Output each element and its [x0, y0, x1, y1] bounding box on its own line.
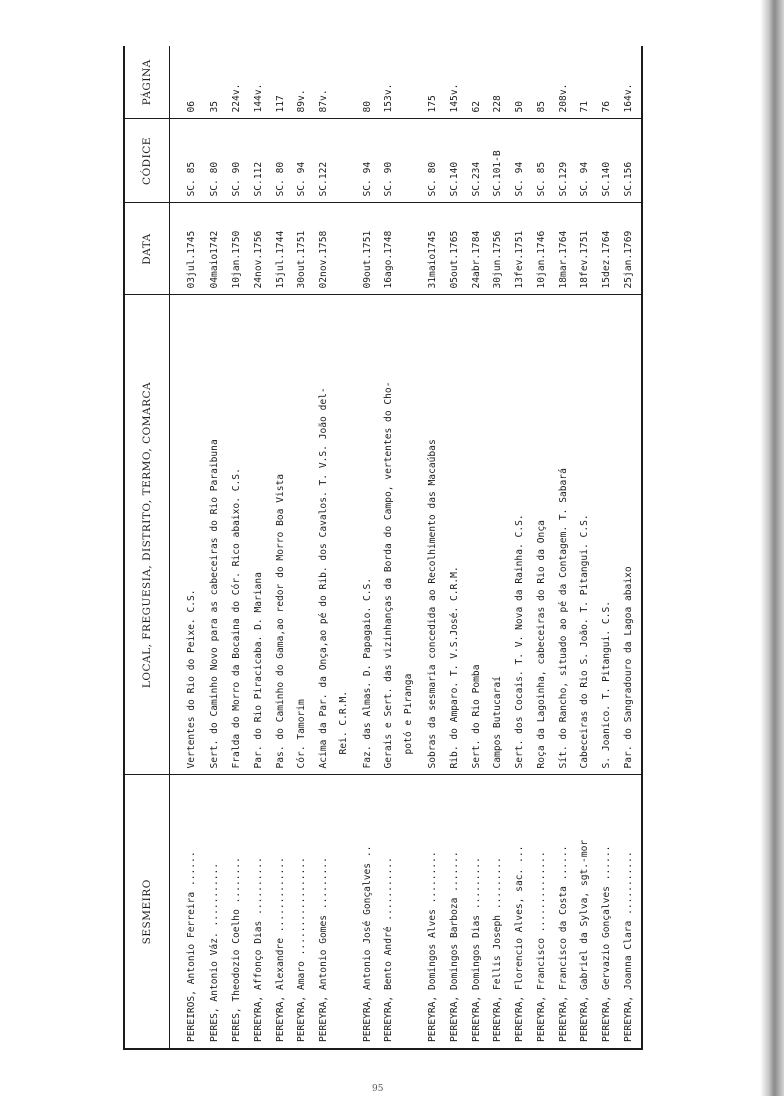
- cell-data: [423, 203, 445, 295]
- pagina-text: 06: [186, 100, 197, 113]
- local-text: Acima da Par. da Onça,ao pé do Rib. dos Cavalos. T. V.S. João del-: [318, 387, 330, 769]
- cell-data: [292, 203, 314, 295]
- pagina-text: 80: [361, 100, 373, 113]
- rotated-page: [123, 46, 643, 1050]
- sesmeiro-text: PERES, Theodozio Coelho ........: [231, 857, 243, 1042]
- table-row: [510, 46, 532, 1049]
- cell-sesmeiro: [249, 775, 271, 1049]
- sesmeiro-text: PEREYRA, Domingos Dias .........: [470, 857, 482, 1042]
- pagina-text: 228: [492, 95, 504, 113]
- data-text: 05out.1765: [448, 230, 460, 289]
- cell-sesmeiro: [170, 775, 206, 1049]
- pagina-text: 87v.: [318, 89, 330, 113]
- cell-pagina: [510, 46, 532, 119]
- cell-sesmeiro: [445, 775, 467, 1049]
- cell-sesmeiro: [205, 775, 227, 1049]
- table-frame: [123, 46, 643, 1050]
- cell-local: [575, 295, 597, 775]
- local-text: Sobras da sesmaria concedida ao Recolhimento das Macaúbas: [426, 439, 438, 769]
- table-row: [205, 46, 227, 1049]
- codice-text: SC.156: [622, 161, 634, 197]
- codice-text: SC. 80: [209, 161, 221, 197]
- codice-text: SC.101-B: [492, 150, 504, 197]
- cell-pagina: [249, 46, 271, 119]
- sesmeiro-text: PEREYRA, Antonio José Gonçalves ..: [361, 845, 373, 1042]
- cell-local: [510, 295, 532, 775]
- cell-codice: [292, 119, 314, 203]
- cell-codice: [227, 119, 249, 203]
- local-text: Faz. das Almas. D. Papagaio. C.S.: [361, 577, 373, 769]
- cell-sesmeiro: [423, 775, 445, 1049]
- table-row: [314, 46, 358, 1049]
- pagina-text: 224v.: [231, 83, 243, 113]
- local-text: Roça da Lagoinha, cabeceiras do Rio da Onça: [535, 520, 547, 769]
- cell-local: [227, 295, 249, 775]
- sesmeiro-text: PEREYRA, Francisco da Costa ......: [557, 845, 569, 1042]
- cell-data: [379, 203, 423, 295]
- empty-cell: [641, 203, 642, 295]
- table-row: [488, 46, 510, 1049]
- page-number: 95: [372, 1084, 384, 1094]
- empty-cell: [641, 119, 642, 203]
- sesmeiro-text: PEREYRA, Florencio Alves, sac. ...: [514, 845, 526, 1042]
- pagina-text: 117: [274, 95, 286, 113]
- cell-pagina: [358, 46, 380, 119]
- local-text: Sert. do Rio Pomba: [470, 664, 482, 769]
- cell-data: [597, 203, 619, 295]
- cell-local: [597, 295, 619, 775]
- cell-data: [271, 203, 293, 295]
- header-sesmeiro: SESMEIRO: [124, 775, 170, 1049]
- header-data: DATA: [124, 203, 170, 295]
- cell-codice: [445, 119, 467, 203]
- data-text: 30out.1751: [296, 230, 308, 289]
- cell-pagina: [227, 46, 249, 119]
- cell-pagina: [575, 46, 597, 119]
- codice-text: SC.112: [252, 161, 264, 197]
- cell-local: [532, 295, 554, 775]
- cell-codice: [170, 119, 206, 203]
- cell-local: [205, 295, 227, 775]
- local-text: Sert. do Caminho Novo para as cabeceiras do Rio Paraibuna: [209, 439, 221, 769]
- cell-sesmeiro: [488, 775, 510, 1049]
- pagina-text: 50: [514, 100, 526, 113]
- cell-local: [249, 295, 271, 775]
- cell-codice: [314, 119, 358, 203]
- local-text: Gerais e Sert. das vizinhanças da Borda do Campo, vertentes do Cho-: [383, 381, 395, 769]
- codice-text: SC. 94: [514, 161, 526, 197]
- cell-codice: [554, 119, 576, 203]
- data-text: 30jun.1756: [492, 230, 504, 289]
- cell-local: [467, 295, 489, 775]
- pagina-text: 164v.: [622, 83, 634, 113]
- cell-data: [445, 203, 467, 295]
- data-text: 02nov.1758: [318, 230, 330, 289]
- sesmeiro-text: PEREIROS, Antonio Ferreira ......: [186, 851, 197, 1042]
- table-row: [292, 46, 314, 1049]
- cell-data: [554, 203, 576, 295]
- cell-data: [358, 203, 380, 295]
- cell-pagina: [379, 46, 423, 119]
- cell-local: [271, 295, 293, 775]
- cell-sesmeiro: [314, 775, 358, 1049]
- codice-text: SC. 80: [274, 161, 286, 197]
- cell-pagina: [445, 46, 467, 119]
- codice-text: SC.129: [557, 161, 569, 197]
- cell-local: [314, 295, 358, 775]
- local-text: Cór. Tamorim: [296, 699, 308, 769]
- codice-text: SC.140: [601, 161, 613, 197]
- local-text: Sít. do Rancho, situado ao pé da Contagem. T. Sabará: [557, 468, 569, 769]
- cell-local: [379, 295, 423, 775]
- cell-sesmeiro: [292, 775, 314, 1049]
- data-text: 15jul.1744: [274, 230, 286, 289]
- cell-local: [554, 295, 576, 775]
- pagina-text: 35: [209, 100, 221, 113]
- data-text: 13fev.1751: [514, 230, 526, 289]
- cell-data: [205, 203, 227, 295]
- table-row: [597, 46, 619, 1049]
- cell-pagina: [423, 46, 445, 119]
- codice-text: SC. 94: [579, 161, 591, 197]
- data-text: 25jan.1769: [622, 230, 634, 289]
- sesmeiro-text: PEREYRA, Amaro .................: [296, 857, 308, 1042]
- codice-text: SC.234: [470, 161, 482, 197]
- table-row: [249, 46, 271, 1049]
- cell-pagina: [554, 46, 576, 119]
- table-row: [575, 46, 597, 1049]
- table-row: [532, 46, 554, 1049]
- codice-text: SC.140: [448, 161, 460, 197]
- pagina-text: 145v.: [448, 83, 460, 113]
- data-text: 10jan.1746: [535, 230, 547, 289]
- cell-codice: [532, 119, 554, 203]
- codice-text: SC. 94: [361, 161, 373, 197]
- cell-sesmeiro: [467, 775, 489, 1049]
- cell-codice: [271, 119, 293, 203]
- sesmarias-table: [123, 46, 643, 1050]
- cell-codice: [249, 119, 271, 203]
- cell-sesmeiro: [575, 775, 597, 1049]
- header-pagina: PÁGINA: [124, 46, 170, 119]
- data-text: 31maio1745: [426, 230, 438, 289]
- data-text: 04maio1742: [209, 230, 221, 289]
- local-text: S. Joanico. T. Pitangui. C.S.: [601, 600, 613, 769]
- cell-pagina: [597, 46, 619, 119]
- cell-sesmeiro: [597, 775, 619, 1049]
- sesmeiro-text: PEREYRA, Bento André ...........: [383, 857, 395, 1042]
- sesmeiro-text: PEREYRA, Joanna Clara ...........: [622, 851, 634, 1042]
- cell-sesmeiro: [379, 775, 423, 1049]
- cell-codice: [575, 119, 597, 203]
- sesmeiro-text: PEREYRA, Francisco ..............: [535, 851, 547, 1042]
- cell-data: [575, 203, 597, 295]
- cell-local: [619, 295, 641, 775]
- table-row: [170, 46, 206, 1049]
- cell-sesmeiro: [554, 775, 576, 1049]
- cell-local: [358, 295, 380, 775]
- codice-text: SC. 90: [383, 161, 395, 197]
- data-text: 18mar.1764: [557, 230, 569, 289]
- cell-codice: [619, 119, 641, 203]
- data-text: 24nov.1756: [252, 230, 264, 289]
- cell-data: [488, 203, 510, 295]
- cell-pagina: [271, 46, 293, 119]
- pagina-text: 85: [535, 100, 547, 113]
- sesmeiro-text: PEREYRA, Gabriel da Sylva, sgt.-mor: [579, 839, 591, 1042]
- local-text: Par. do Sangradouro da Lagoa abaixo: [622, 566, 634, 769]
- local-text: Fralda do Morro da Bocaina do Cór. Rico abaixo. C.S.: [231, 468, 243, 769]
- cell-sesmeiro: [358, 775, 380, 1049]
- codice-text: SC. 94: [296, 161, 308, 197]
- codice-text: SC. 85: [186, 161, 197, 197]
- empty-cell: [641, 775, 642, 1049]
- cell-codice: [205, 119, 227, 203]
- local-text: Vertentes do Rio do Peixe. C.S.: [186, 589, 197, 769]
- cell-local: [445, 295, 467, 775]
- cell-local: [292, 295, 314, 775]
- cell-sesmeiro: [619, 775, 641, 1049]
- cell-pagina: [619, 46, 641, 119]
- cell-sesmeiro: [227, 775, 249, 1049]
- pagina-text: 175: [426, 95, 438, 113]
- local-text: Par. do Rio Piracicaba. D. Mariana: [252, 572, 264, 769]
- table-row: [271, 46, 293, 1049]
- sesmeiro-text: PEREYRA, Fellis Joseph .........: [492, 857, 504, 1042]
- header-row: [124, 46, 170, 1049]
- header-codice: CÓDICE: [124, 119, 170, 203]
- local-continuation-text: Rei. C.R.M.: [337, 690, 349, 755]
- table-body: [170, 46, 643, 1049]
- local-continuation-text: potó e Piranga: [402, 673, 414, 755]
- cell-data: [510, 203, 532, 295]
- empty-cell: [641, 46, 642, 119]
- cell-pagina: [205, 46, 227, 119]
- cell-data: [227, 203, 249, 295]
- table-row: [379, 46, 423, 1049]
- sesmeiro-text: PEREYRA, Affonço Dias ..........: [252, 857, 264, 1042]
- table-filler-row: [641, 46, 642, 1049]
- cell-data: [249, 203, 271, 295]
- codice-text: SC.122: [318, 161, 330, 197]
- cell-pagina: [488, 46, 510, 119]
- cell-local: [170, 295, 206, 775]
- codice-text: SC. 80: [426, 161, 438, 197]
- sesmeiro-text: PEREYRA, Gervazio Gonçalves ......: [601, 845, 613, 1042]
- local-text: Rib. do Amparo. T. V.S.José. C.R.M.: [448, 566, 460, 769]
- cell-codice: [423, 119, 445, 203]
- data-text: 24abr.1784: [470, 230, 482, 289]
- table-row: [423, 46, 445, 1049]
- data-text: 18fev.1751: [579, 230, 591, 289]
- local-text: Cabeceiras do Rio S. João. T. Pitangui. C.S.: [579, 514, 591, 769]
- pagina-text: 71: [579, 100, 591, 113]
- pagina-text: 62: [470, 100, 482, 113]
- cell-data: [467, 203, 489, 295]
- cell-codice: [488, 119, 510, 203]
- cell-codice: [467, 119, 489, 203]
- cell-codice: [510, 119, 532, 203]
- local-text: Campos Butucaraí: [492, 676, 504, 769]
- cell-codice: [379, 119, 423, 203]
- table-row: [467, 46, 489, 1049]
- table-row: [554, 46, 576, 1049]
- cell-local: [488, 295, 510, 775]
- data-text: 16ago.1748: [383, 230, 395, 289]
- empty-cell: [641, 295, 642, 775]
- data-text: 10jan.1750: [231, 230, 243, 289]
- sesmeiro-text: PERES, Antonio Váz. ...........: [209, 862, 221, 1042]
- table-row: [227, 46, 249, 1049]
- cell-pagina: [314, 46, 358, 119]
- pagina-text: 76: [601, 100, 613, 113]
- cell-data: [170, 203, 206, 295]
- pagina-text: 89v.: [296, 89, 308, 113]
- cell-pagina: [292, 46, 314, 119]
- cell-pagina: [467, 46, 489, 119]
- codice-text: SC. 85: [535, 161, 547, 197]
- sesmeiro-text: PEREYRA, Domingos Barboza .......: [448, 851, 460, 1042]
- cell-sesmeiro: [532, 775, 554, 1049]
- page-edge-shadow: [760, 0, 784, 1096]
- cell-codice: [358, 119, 380, 203]
- cell-data: [532, 203, 554, 295]
- sesmeiro-text: PEREYRA, Domingos Alves .........: [426, 851, 438, 1042]
- local-text: Sert. dos Cocais. T. V. Nova da Rainha. C.S.: [514, 514, 526, 769]
- cell-codice: [597, 119, 619, 203]
- sesmeiro-text: PEREYRA, Antonio Gomes .........: [318, 857, 330, 1042]
- pagina-text: 144v.: [252, 83, 264, 113]
- local-text: Pas. do Caminho do Gama,ao redor do Morro Boa Vista: [274, 473, 286, 769]
- cell-sesmeiro: [271, 775, 293, 1049]
- cell-data: [314, 203, 358, 295]
- cell-pagina: [170, 46, 206, 119]
- table-row: [358, 46, 380, 1049]
- cell-local: [423, 295, 445, 775]
- header-local: LOCAL, FREGUESIA, DISTRITO, TERMO, COMARCA: [124, 295, 170, 775]
- data-text: 09out.1751: [361, 230, 373, 289]
- cell-data: [619, 203, 641, 295]
- cell-sesmeiro: [510, 775, 532, 1049]
- cell-pagina: [532, 46, 554, 119]
- table-row: [445, 46, 467, 1049]
- pagina-text: 208v.: [557, 83, 569, 113]
- sesmeiro-text: PEREYRA, Alexandre .............: [274, 857, 286, 1042]
- data-text: 15dez.1764: [601, 230, 613, 289]
- pagina-text: 153v.: [383, 83, 395, 113]
- table-row: [619, 46, 641, 1049]
- codice-text: SC. 90: [231, 161, 243, 197]
- data-text: 03jul.1745: [186, 230, 197, 289]
